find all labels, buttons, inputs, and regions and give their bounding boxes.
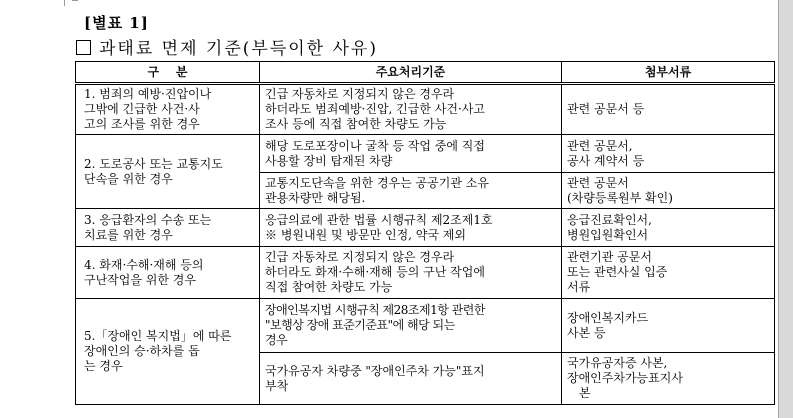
margin-corner-mark (64, 0, 65, 6)
column-header-criteria: 주요처리기준 (260, 62, 562, 84)
documents-cell: 장애인복지카드 사본 등 (562, 299, 775, 353)
table-row (76, 84, 775, 135)
criteria-cell: 해당 도로포장이나 굴착 등 작업 중에 직접 사용할 장비 탑재된 차량 (260, 135, 562, 173)
criteria-cell: 교통지도단속을 위한 경우는 공공기관 소유 관용차량만 해당됨. (260, 173, 562, 209)
category-cell: 2. 도로공사 또는 교통지도 단속을 위한 경우 (76, 135, 260, 209)
criteria-cell: 응급의료에 관한 법률 시행규칙 제2조제1호 ※ 병원내원 및 방문만 인정, 약국 제외 (260, 209, 562, 247)
table-row (76, 299, 775, 353)
exemption-criteria-table (75, 61, 775, 405)
table-header-row (76, 62, 775, 84)
criteria-cell: 긴급 자동차로 지정되지 않은 경우라 하더라도 범죄예방·진압, 긴급한 사건·사고 조사 등에 직접 참여한 차량도 가능 (260, 84, 562, 135)
column-header-category: 구 분 (76, 62, 260, 84)
table-row (76, 247, 775, 299)
category-cell: 3. 응급환자의 수송 또는 치료를 위한 경우 (76, 209, 260, 247)
criteria-cell: 긴급 자동차로 지정되지 않은 경우라 하더라도 화재·수해·재해 등의 구난 작업에 직접 참여한 차량도 가능 (260, 247, 562, 299)
column-header-documents: 첨부서류 (562, 62, 775, 84)
checkbox-square-icon (76, 40, 91, 55)
table-row (76, 135, 775, 173)
table-row (76, 209, 775, 247)
documents-cell: 응급진료확인서, 병원입원확인서 (562, 209, 775, 247)
category-cell: 4. 화재·수해·재해 등의 구난작업을 위한 경우 (76, 247, 260, 299)
documents-cell: 국가유공자증 사본, 장애인주차가능표지사 본 (562, 353, 775, 405)
criteria-cell: 국가유공자 차량중 "장애인주차 가능"표지 부착 (260, 353, 562, 405)
documents-cell: 관련기관 공문서 또는 관련사실 입증 서류 (562, 247, 775, 299)
category-cell: 1. 범죄의 예방·진압이나 그밖에 긴급한 사건·사 고의 조사를 위한 경우 (76, 84, 260, 135)
window-frame-right (778, 0, 793, 418)
margin-corner-mark (72, 0, 78, 1)
document-title (76, 34, 378, 59)
appendix-heading: [별표 1] (84, 14, 149, 32)
documents-cell: 관련 공문서, 공사 계약서 등 (562, 135, 775, 173)
category-cell: 5.「장애인 복지법」에 따른 장애인의 승·하차를 돕 는 경우 (76, 299, 260, 405)
documents-cell: 관련 공문서 (차량등록원부 확인) (562, 173, 775, 209)
documents-cell: 관련 공문서 등 (562, 84, 775, 135)
document-title-text: 과태료 면제 기준(부득이한 사유) (99, 39, 378, 59)
criteria-cell: 장애인복지법 시행규칙 제28조제1항 관련한 "보행상 장애 표준기준표"에 해당 되는 경우 (260, 299, 562, 353)
